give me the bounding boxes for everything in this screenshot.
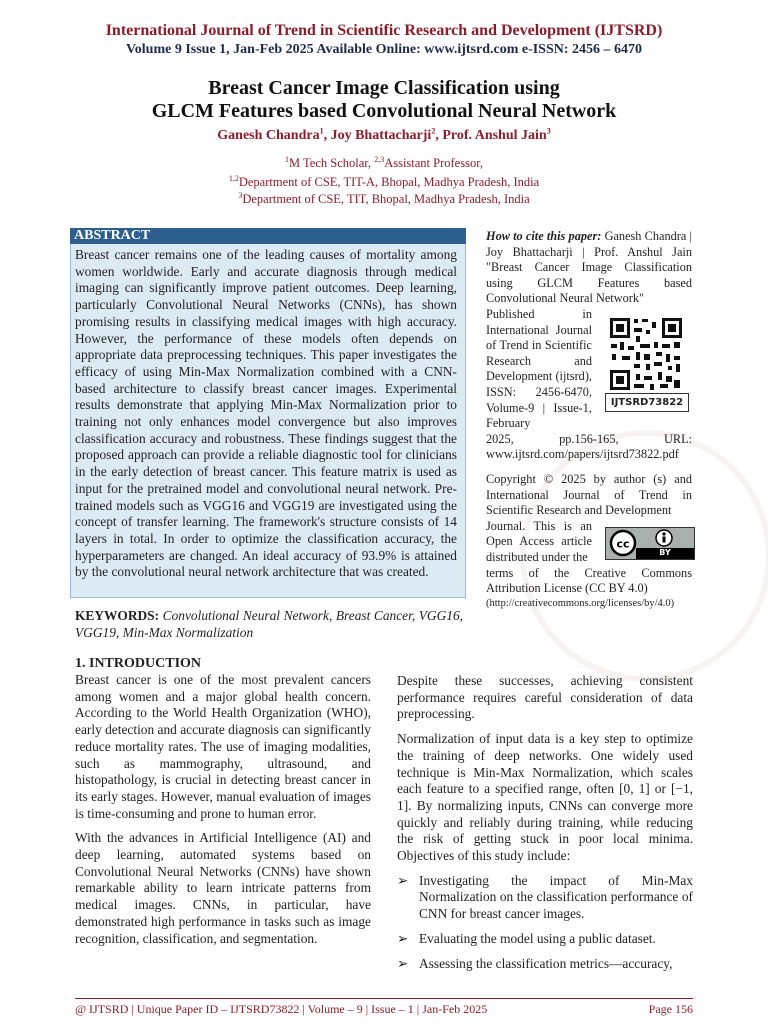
affiliation-line <box>0 155 768 172</box>
citation-published: Published in International Journal of Trend in Scientific Research and Development (ijtsrd), ISSN: 2456-6470, Volume-9 | Issue-1, February <box>486 306 592 431</box>
list-item-text: Investigating the impact of Min-Max Normalization on the classification performance of CNN for breast cancer images. <box>419 872 693 922</box>
list-item <box>397 931 693 948</box>
paper-id-label: IJTSRD73822 <box>605 393 689 412</box>
list-item <box>397 873 693 923</box>
copyright-license: terms of the Creative Commons Attribution License (CC BY 4.0) <box>486 565 692 596</box>
license-url[interactable]: (http://creativecommons.org/licenses/by/4.0) <box>486 598 675 609</box>
page-footer <box>75 1001 693 1017</box>
cc-by-license-icon <box>605 527 695 560</box>
affiliation-text: Department of CSE, TIT, Bhopal, Madhya Pradesh, India <box>242 192 530 206</box>
affiliation-sup: 3 <box>238 190 243 200</box>
author-list: Ganesh Chandra$^1$, Joy Bhattacharji$^2$, Prof. Anshul Jain$^3$ <box>217 126 551 143</box>
svg-text:cc: cc <box>616 537 630 551</box>
affiliation-sup: 1 <box>285 154 289 164</box>
author-name: Ganesh Chandra <box>217 128 320 143</box>
footer-text: @ IJTSRD | Unique Paper ID – IJTSRD73822 | Volume – 9 | Issue – 1 | Jan-Feb 2025 <box>75 1002 488 1016</box>
left-column <box>75 672 371 955</box>
author-sup: 1 <box>319 126 324 136</box>
keywords <box>75 607 463 641</box>
arrow-bullet-icon: ➢ <box>397 930 409 946</box>
right-column <box>397 673 693 980</box>
page-number: Page 156 <box>648 1002 693 1016</box>
abstract-heading: ABSTRACT <box>70 228 466 244</box>
affiliation-sup: 2,3 <box>374 154 385 164</box>
qr-code-icon <box>608 316 684 392</box>
paragraph: Normalization of input data is a key step to optimize the training of deep networks. One widely used technique is Min-Max Normalization, which scales each feature to a specified range, often [0, 1] or [−1, 1]. By normalizing inputs, CNNs can converge more quickly and reliably during training, while reducing the risk of getting stuck in poor local minima. Objectives of this study include: <box>397 731 693 864</box>
author-name: Joy Bhattacharji <box>330 128 432 143</box>
list-item-text: Evaluating the model using a public dataset. <box>419 930 656 946</box>
section-heading-introduction: 1. INTRODUCTION <box>75 656 202 671</box>
arrow-bullet-icon: ➢ <box>397 872 409 888</box>
paragraph: With the advances in Artificial Intelligence (AI) and deep learning, automated systems based on Convolutional Neural Networks (CNNs) have shown remarkable ability to learn intricate patterns from medical images. CNNs, in particular, have demonstrated high performance in tasks such as image recognition, classification, and segmentation. <box>75 830 371 946</box>
paragraph: Breast cancer is one of the most prevalent cancers among women and a major global health concern. According to the World Health Organization (WHO), early detection and accurate diagnosis can significantly reduce mortality rates. The use of imaging modalities, such as mammography, ultrasound, and histopathology, is crucial in detecting breast cancer in its early stages. However, manual evaluation of images is time-consuming and prone to human error. <box>75 672 371 821</box>
citation-text: Ganesh Chandra | Joy Bhattacharji | Prof. Anshul Jain "Breast Cancer Image Classification using GLCM Features based Convolutional Neural Network" <box>486 229 692 306</box>
affiliation-line <box>0 191 768 208</box>
affiliation-line <box>0 174 768 191</box>
author-name: Prof. Anshul Jain <box>442 128 547 143</box>
journal-name: International Journal of Trend in Scientific Research and Development (IJTSRD) <box>105 22 663 39</box>
volume-line: Volume 9 Issue 1, Jan-Feb 2025 Available Online: www.ijtsrd.com e-ISSN: 2456 – 6470 <box>125 42 643 57</box>
title-line-1: Breast Cancer Image Classification using <box>208 77 560 99</box>
affiliation-text: Assistant Professor, <box>384 156 483 170</box>
keywords-label: KEYWORDS: <box>75 608 160 623</box>
affiliation-sup: 1,2 <box>228 173 239 183</box>
list-item <box>397 956 693 973</box>
citation-url: 2025, pp.156-165, URL: www.ijtsrd.com/papers/ijtsrd73822.pdf <box>486 431 692 462</box>
cc-by-label: BY <box>659 548 671 557</box>
copyright-text: Copyright © 2025 by author (s) and International Journal of Trend in Scientific Research and Development <box>486 472 692 518</box>
abstract-text: Breast cancer remains one of the leading causes of mortality among women worldwide. Early and accurate diagnosis through medical imaging can significantly improve patient outcomes. Deep learning, particularly Convolutional Neural Networks (CNNs), has shown promising results in classifying medical images with high accuracy. However, the performance of these models often depends on appropriate data preprocessing techniques. This paper investigates the efficacy of using Min-Max Normalization combined with a CNN-based architecture to classify breast cancer images. Experimental results demonstrate that applying Min-Max Normalization prior to training not only enhances model convergence but also improves classification accuracy and robustness. These findings suggest that the proposed approach can provide a reliable diagnostic tool for clinicians in the early detection of breast cancer. This feature matrix is used as input for the pretrained model and convolutional neural network. Pre-trained models such as VGG16 and VGG19 are investigated using the concept of transfer learning. The framework's structure consists of 14 layers in total. In order to optimize the classification accuracy, the hyperparameters are changed. An ideal accuracy of 93.9% is attained by the convolutional neural network architecture that was created. <box>75 247 457 580</box>
paper-title <box>60 77 708 123</box>
keywords-text: Convolutional Neural Network, Breast Cancer, VGG16, VGG19, Min-Max Normalization <box>75 608 463 640</box>
affiliation-text: M Tech Scholar, <box>289 156 375 170</box>
copyright-open-access: Journal. This is an Open Access article distributed under the <box>486 518 592 564</box>
affiliation-text: Department of CSE, TIT-A, Bhopal, Madhya Pradesh, India <box>238 175 540 189</box>
citation-label: How to cite this paper: <box>486 229 602 243</box>
author-sup: 2 <box>431 126 436 136</box>
footer-rule <box>75 998 693 999</box>
title-line-2: GLCM Features based Convolutional Neural Network <box>151 100 617 122</box>
list-item-text: Assessing the classification metrics—accuracy, <box>419 955 673 971</box>
author-sup: 3 <box>546 126 551 136</box>
objectives-list <box>397 873 693 973</box>
arrow-bullet-icon: ➢ <box>397 955 409 971</box>
paragraph: Despite these successes, achieving consistent performance requires careful consideration of data preprocessing. <box>397 673 693 722</box>
